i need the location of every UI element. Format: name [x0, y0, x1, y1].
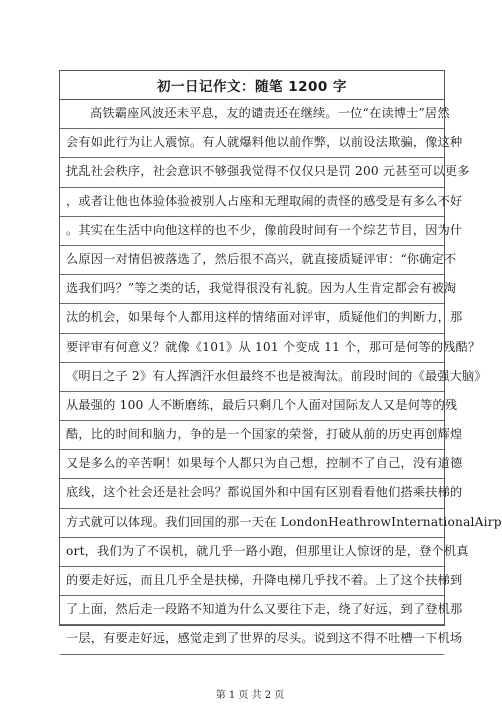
text-line: ，或者让他也体验体验被别人占座和无理取闹的责怪的感受是有多么不好 [60, 188, 444, 217]
text-line: 又是多么的辛苦啊！如果每个人都只为自己想，控制不了自己，没有道德 [60, 450, 444, 479]
text-line: 《明日之子 2》有人挥洒汗水但最终不也是被淘汰。前段时间的《最强大脑》 [60, 363, 444, 392]
text-line: 一层，有要走好远，感觉走到了世界的尽头。说到这不得不吐槽一下机场 [60, 625, 444, 654]
text-line: ort，我们为了不误机，就几乎一路小跑，但那里让人惊讶的是，登个机真 [60, 538, 444, 567]
text-line: 要评审有何意义？就像《101》从 101 个变成 11 个，那可是何等的残酷？ [60, 334, 444, 363]
text-lines [60, 100, 502, 655]
text-line: 的要走好远，而且几乎全是扶梯，升降电梯几乎找不着。上了这个扶梯到 [60, 567, 444, 596]
text-line: 酷，比的时间和脑力，争的是一个国家的荣誉，打破从前的历史再创辉煌 [60, 421, 444, 450]
page-footer: 第 1 页 共 2 页 [215, 690, 285, 701]
text-line: 方式就可以体现。我们回国的那一天在 LondonHeathrowInternationalAirp [60, 509, 444, 538]
document-frame [59, 70, 502, 646]
text-line: 汰的机会，如果每个人都用这样的情绪面对评审，质疑他们的判断力，那 [60, 304, 444, 333]
text-line: 。其实在生活中向他这样的也不少，像前段时间有一个综艺节目，因为什 [60, 217, 444, 246]
text-line: 底线，这个社会还是社会吗？都说国外和中国有区别看看他们搭乘扶梯的 [60, 479, 444, 508]
text-line: 扰乱社会秩序，社会意识不够强我觉得不仅仅只是罚 200 元甚至可以更多 [60, 158, 444, 187]
text-line: 会有如此行为让人震惊。有人就爆料他以前作弊，以前设法欺骗，像这种 [60, 129, 444, 158]
text-line: 了上面，然后走一段路不知道为什么又要往下走，绕了好远，到了登机那 [60, 596, 444, 625]
title-row [60, 71, 444, 100]
text-line: 从最强的 100 人不断磨练，最后只剩几个人面对国际友人又是何等的残 [60, 392, 444, 421]
text-line: 么原因一对情侣被落选了，然后很不高兴，就直接质疑评审：“你确定不 [60, 246, 444, 275]
document-title: 初一日记作文：随笔 1200 字 [157, 79, 347, 95]
text-line: 高铁霸座风波还未平息，友的谴责还在继续。一位“在读博士”居然 [60, 100, 444, 129]
text-line: 选我们吗？”等之类的话，我觉得很没有礼貌。因为人生肯定都会有被淘 [60, 275, 444, 304]
